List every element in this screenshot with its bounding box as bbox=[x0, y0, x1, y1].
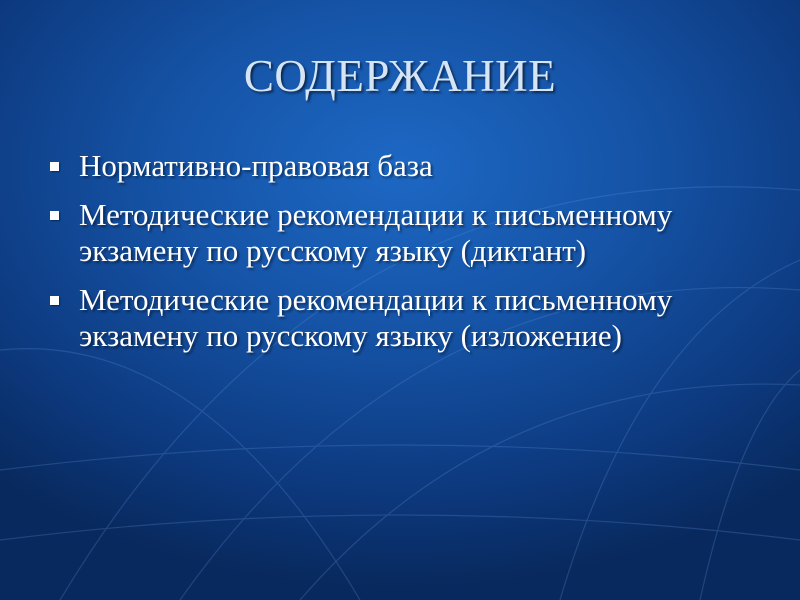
bullet-item bbox=[48, 197, 748, 270]
square-bullet-icon bbox=[50, 211, 59, 220]
square-bullet-icon bbox=[50, 296, 59, 305]
bullet-item bbox=[48, 282, 748, 355]
bullet-text: Методические рекомендации к письменному экзамену по русскому языку (диктант) bbox=[79, 196, 673, 269]
bullet-text: Методические рекомендации к письменному экзамену по русскому языку (изложение) bbox=[79, 281, 673, 354]
bullet-item bbox=[48, 148, 748, 185]
slide-title: СОДЕРЖАНИЕ bbox=[243, 51, 557, 101]
bullet-list bbox=[48, 148, 748, 367]
square-bullet-icon bbox=[50, 162, 59, 171]
bullet-text: Нормативно-правовая база bbox=[79, 148, 433, 183]
